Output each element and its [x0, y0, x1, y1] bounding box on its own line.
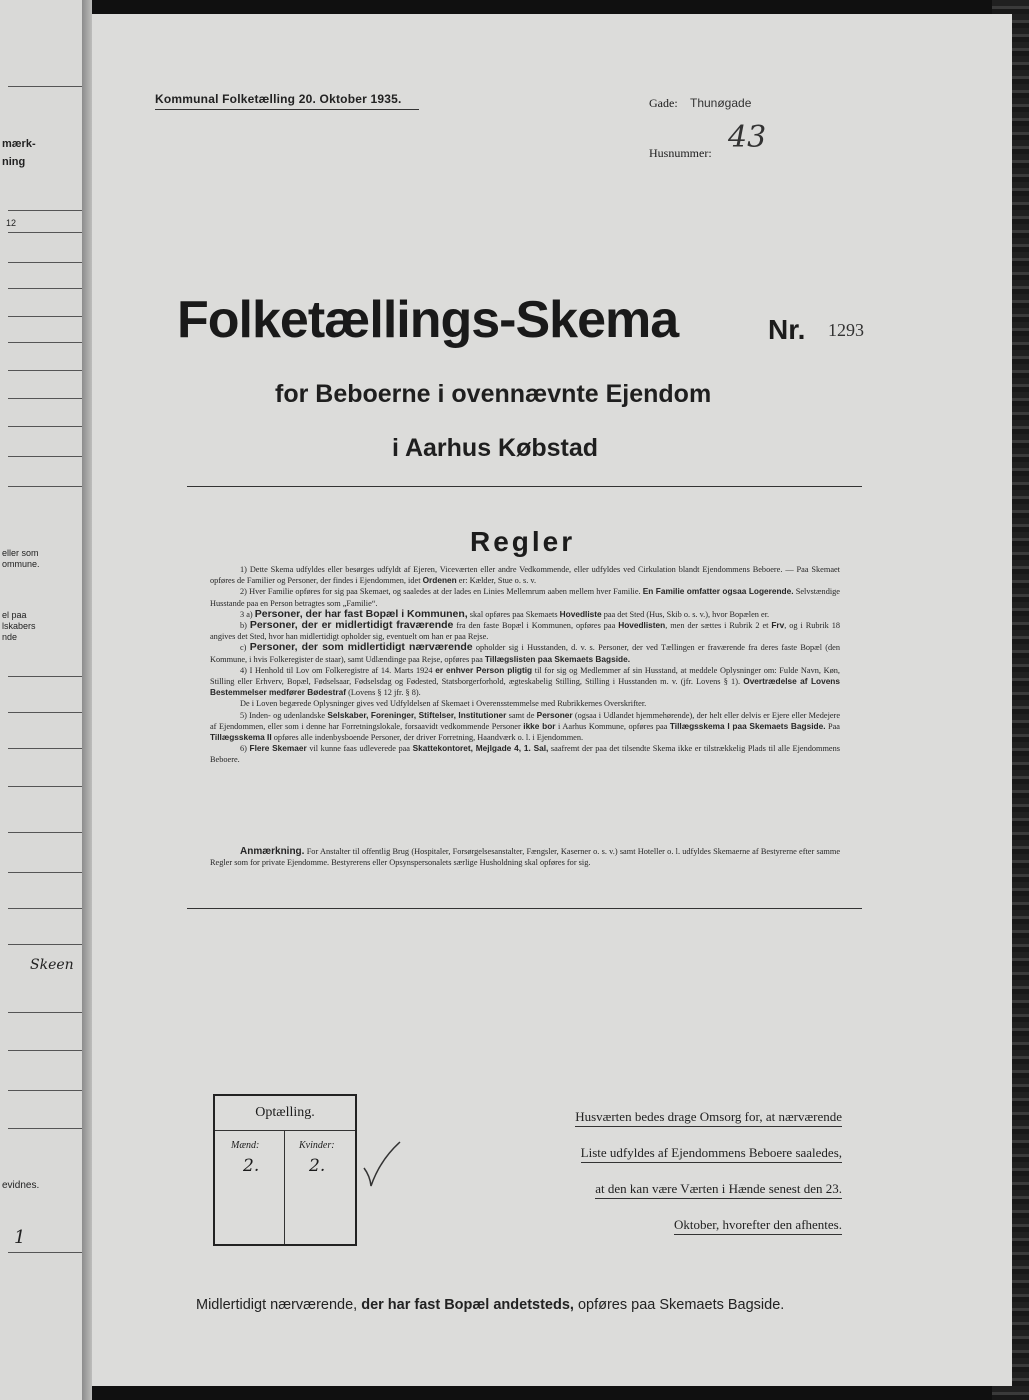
- ruled-line: [8, 398, 82, 399]
- count-box-divider: [284, 1130, 285, 1244]
- rules-heading: Regler: [470, 526, 576, 557]
- ruled-line: [8, 908, 82, 909]
- left-fragment-text: ning: [2, 156, 26, 168]
- ruled-line: [8, 712, 82, 713]
- ruled-line: [8, 210, 82, 211]
- form-number-label: Nr.: [768, 314, 806, 345]
- ruled-line: [8, 342, 82, 343]
- rules-text: [210, 564, 840, 766]
- ruled-line: [8, 1012, 82, 1013]
- rule-3b: b) Personer, der er midlertidigt fraværende fra den faste Bopæl i Kommunen, opføres paa Hovedlisten, men der sættes i Rubrik 2 et Frv, og i Rubrik 18 angives det Sted, hvor han midlertidigt opholder sig, eventuelt om han er paa Rejse.: [210, 619, 840, 642]
- ruled-line: [8, 1252, 82, 1253]
- remark-label: Anmærkning.: [240, 846, 305, 857]
- rule-4-note: De i Loven begærede Oplysninger gives ved Udfyldelsen af Skemaet i Overensstemmelse med Rubrikkernes Overskrifter.: [240, 699, 647, 709]
- form-title: Folketællings-Skema: [177, 291, 679, 349]
- ruled-line: [8, 786, 82, 787]
- ruled-line: [8, 748, 82, 749]
- street-label: Gade:: [649, 96, 678, 110]
- divider: [187, 908, 862, 909]
- ruled-line: [8, 86, 82, 87]
- ruled-line: [8, 316, 82, 317]
- left-fragment-text: 12: [6, 218, 17, 228]
- house-number-label: Husnummer:: [649, 146, 712, 160]
- ruled-line: [8, 944, 82, 945]
- rule-6: 6) Flere Skemaer vil kunne faas udleverede paa Skattekontoret, Mejlgade 4, 1. Sal, saafremt der paa det tilsendte Skema ikke er tilstrækkelig Plads til alle Ejendommens Beboere.: [210, 743, 840, 765]
- ruled-line: [8, 1050, 82, 1051]
- men-count: 2.: [243, 1156, 260, 1176]
- rule-3a: 3 a) Personer, der har fast Bopæl i Kommunen, skal opføres paa Skemaets Hovedliste paa det Sted (Hus, Skib o. s. v.), hvor Bopælen er.: [240, 607, 770, 620]
- ruled-line: [8, 288, 82, 289]
- left-fragment-text: eller som ommune.: [2, 548, 40, 569]
- ruled-line: [8, 832, 82, 833]
- women-label: Kvinder:: [299, 1140, 335, 1151]
- census-header: Kommunal Folketælling 20. Oktober 1935.: [155, 92, 402, 106]
- form-subtitle: for Beboerne i ovennævnte Ejendom: [275, 380, 712, 408]
- landlord-note-line: at den kan være Værten i Hænde senest den 23.: [502, 1171, 842, 1207]
- left-fragment-text: mærk-: [2, 138, 36, 150]
- ruled-line: [8, 370, 82, 371]
- rule-4: 4) I Henhold til Lov om Folkeregistre af 14. Marts 1924 er enhver Person pligtig til for sig og Medlemmer af sin Husstand, at meddele Oplysninger om: Fulde Navn, Køn, Stilling eller Erhverv, Bopæl, Fødselsaar, Fødselsdag og Fødested, Statsborgerforhold, ægteskabelig Stilling, Stilling i Husstanden m. v. (jfr. Lovens § 1). Overtrædelse af Lovens Bestemmelser medfører Bødestraf (Lovens § 12 jfr. § 8).: [210, 664, 840, 698]
- women-count: 2.: [309, 1156, 326, 1176]
- men-label: Mænd:: [231, 1140, 260, 1151]
- left-fragment-text: evidnes.: [2, 1180, 40, 1191]
- ruled-line: [8, 426, 82, 427]
- ruled-line: [8, 676, 82, 677]
- count-box: [213, 1094, 357, 1246]
- left-fragment-text: el paa lskabers nde: [2, 610, 36, 642]
- landlord-note-line: Oktober, hvorefter den afhentes.: [502, 1207, 842, 1243]
- divider: [187, 486, 862, 487]
- house-number-value: 43: [728, 120, 767, 155]
- count-box-title: Optælling.: [215, 1096, 355, 1131]
- ruled-line: [8, 872, 82, 873]
- ruled-line: [8, 486, 82, 487]
- rule-3c: c) Personer, der som midlertidigt nærværende opholder sig i Husstanden, d. v. s. Personer, der ved Tællingen er fraværende fra deres faste Bopæl (den Kommune, i hvis Folkeregister de staar), samt Udlændinge paa Rejse, opføres paa Tillægslisten paa Skemaets Bagside.: [210, 641, 840, 664]
- rule-2: 2) Hver Familie opføres for sig paa Skemaet, og saaledes at der lades en Linies Mellemrum aaben mellem hver Familie. En Familie omfatter ogsaa Logerende. Selvstændige Husstande paa en Person betragtes som „Familie“.: [210, 586, 840, 608]
- form-location: i Aarhus Købstad: [392, 434, 599, 462]
- landlord-note-line: Liste udfyldes af Ejendommens Beboere saaledes,: [502, 1135, 842, 1171]
- rule-1: 1) Dette Skema udfyldes eller besørges udfyldt af Ejeren, Viceværten eller andre Vedkommende, eller udfyldes ved Cirkulation blandt Ejendommens Beboere. — Paa Skemaet opføres de Familier og Personer, der findes i Ejendommen, idet Ordenen er: Kælder, Stue o. s. v.: [210, 565, 840, 586]
- left-fragment-handwriting: 1: [14, 1227, 26, 1248]
- rule-5: 5) Inden- og udenlandske Selskaber, Foreninger, Stiftelser, Institutioner samt de Personer (ogsaa i Udlandet hjemmehørende), der helt eller delvis er Ejere eller Medejere af Ejendommen, eller som i denne har Forretningslokale, forsaavidt vedkommende Personer ikke bor i Aarhus Kommune, opføres paa Tillægsskema I paa Skemaets Bagside. Paa Tillægsskema II opføres alle indenbysboende Personer, der driver Forretning, Haandværk o. l. i Ejendommen.: [210, 709, 840, 743]
- form-number-value: 1293: [828, 320, 864, 340]
- left-fragment-handwriting: Skeen: [30, 957, 74, 973]
- ruled-line: [8, 456, 82, 457]
- ruled-line: [8, 262, 82, 263]
- landlord-note: [502, 1099, 842, 1243]
- header-underline: [155, 109, 419, 110]
- ruled-line: [8, 232, 82, 233]
- landlord-note-line: Husværten bedes drage Omsorg for, at nærværende: [502, 1099, 842, 1135]
- street-value: Thunøgade: [690, 96, 752, 110]
- ruled-line: [8, 1090, 82, 1091]
- checkmark-icon: [362, 1140, 402, 1190]
- remark-text: Anmærkning. For Anstalter til offentlig Brug (Hospitaler, Forsørgelsesanstalter, Fængsler, Kaserner o. s. v.) samt Hoteller o. l. udfyldes Skemaerne af Bestyrerne efter samme Regler som for private Ejendomme. Bestyrerens eller Opsynspersonalets særlige Husholdning skal opføres for sig.: [210, 846, 840, 868]
- previous-page-strip: [0, 0, 84, 1400]
- ruled-line: [8, 1128, 82, 1129]
- footer-note: Midlertidigt nærværende, der har fast Bopæl andetsteds, opføres paa Skemaets Bagside.: [196, 1297, 785, 1313]
- book-gutter: [82, 0, 92, 1400]
